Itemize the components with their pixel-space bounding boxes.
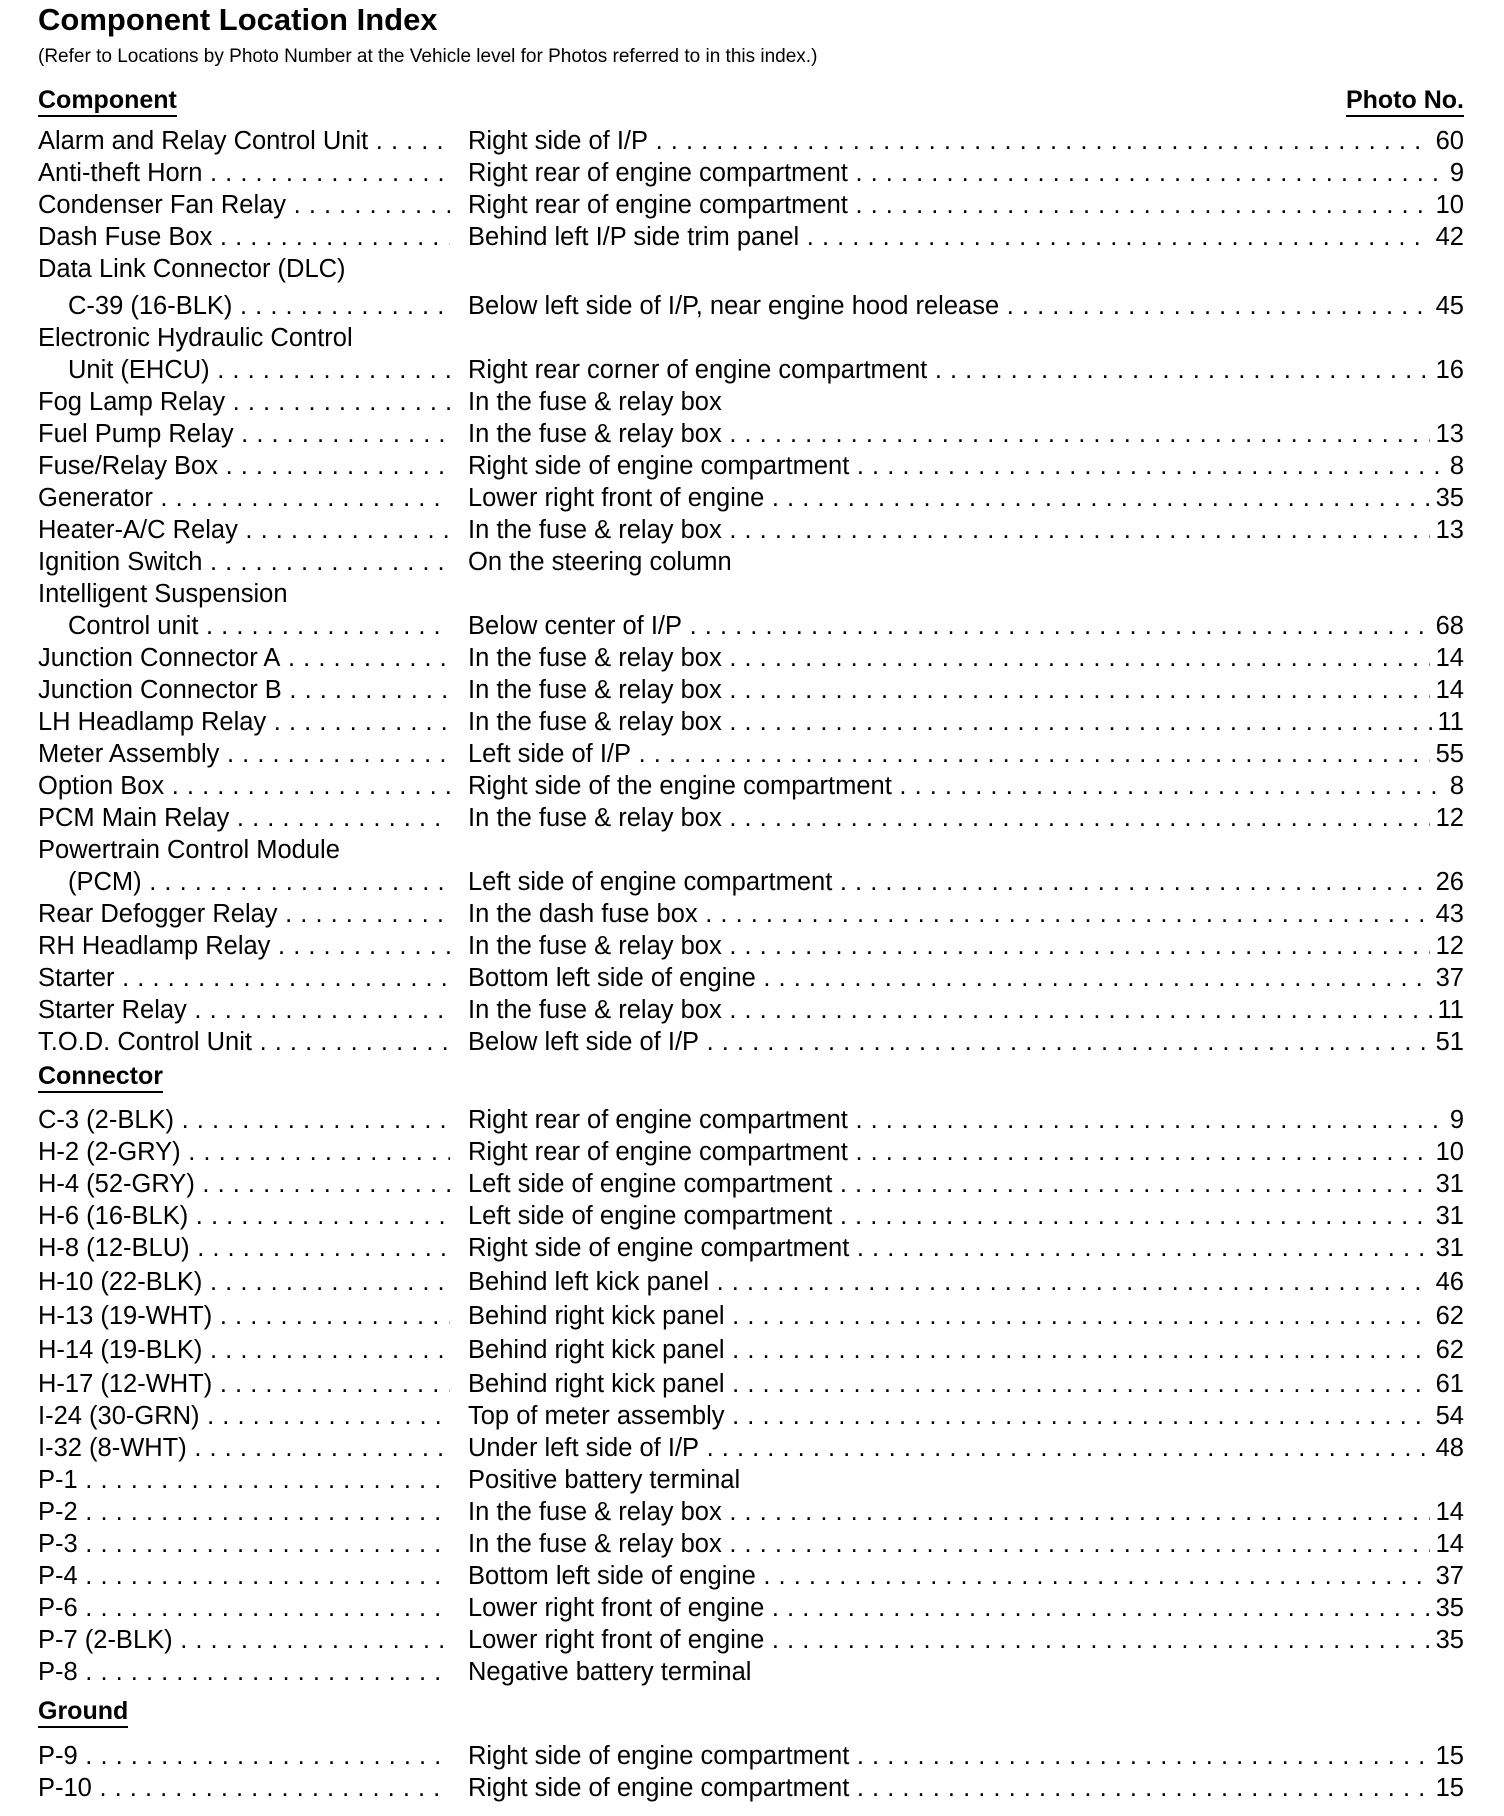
table-row [38, 1104, 1464, 1136]
photo-number: 55 [1430, 738, 1464, 770]
location-text: Under left side of I/P . . . [468, 1432, 1464, 1464]
location-text: Right rear of engine compartment . . . [468, 1136, 1464, 1168]
photo-number: 13 [1430, 418, 1464, 450]
location-text: In the fuse & relay box . . . [468, 994, 1464, 1026]
component-name: (PCM) . . . [38, 866, 450, 898]
table-row [38, 994, 1464, 1026]
component-name: Electronic Hydraulic Control [38, 324, 353, 352]
table-row [38, 1560, 1464, 1592]
photo-number: 9 [1444, 157, 1464, 189]
photo-number: 8 [1444, 770, 1464, 802]
location-text: In the fuse & relay box . . . [468, 674, 1464, 706]
location-text: Positive battery terminal [468, 1466, 741, 1494]
photo-number: 14 [1430, 1528, 1464, 1560]
location-text: Behind right kick panel . . . [468, 1368, 1464, 1400]
table-row [38, 1334, 1464, 1366]
component-name: P-9 . . . [38, 1740, 450, 1772]
table-row [38, 125, 1464, 157]
ground-heading: Ground [38, 1697, 128, 1728]
component-name: H-4 (52-GRY) . . . [38, 1168, 450, 1200]
location-text: On the steering column [468, 548, 732, 576]
photo-number: 10 [1430, 1136, 1464, 1168]
photo-number: 14 [1430, 642, 1464, 674]
photo-number: 16 [1430, 354, 1464, 386]
location-text: In the fuse & relay box . . . [468, 642, 1464, 674]
table-row [38, 1300, 1464, 1332]
photo-number: 10 [1430, 189, 1464, 221]
photo-number: 15 [1430, 1740, 1464, 1772]
table-row [38, 1656, 1464, 1688]
location-text: Behind right kick panel . . . [468, 1334, 1464, 1366]
component-name: Fog Lamp Relay . . . [38, 386, 450, 418]
photo-number: 35 [1430, 482, 1464, 514]
component-name: H-8 (12-BLU) . . . [38, 1232, 450, 1264]
location-text: In the fuse & relay box . . . [468, 802, 1464, 834]
component-name: Data Link Connector (DLC) [38, 255, 346, 283]
component-name: P-3 . . . [38, 1528, 450, 1560]
table-row [38, 157, 1464, 189]
table-row [38, 1740, 1464, 1772]
table-row [38, 834, 1464, 866]
component-name: P-2 . . . [38, 1496, 450, 1528]
table-row [38, 802, 1464, 834]
photo-number: 9 [1444, 1104, 1464, 1136]
table-row [38, 674, 1464, 706]
component-name: Dash Fuse Box . . . [38, 221, 450, 253]
location-text: Negative battery terminal [468, 1658, 752, 1686]
table-row [38, 706, 1464, 738]
photo-number: 26 [1430, 866, 1464, 898]
location-text: Lower right front of engine . . . [468, 1624, 1464, 1656]
table-row [38, 962, 1464, 994]
table-row [38, 1200, 1464, 1232]
connector-heading: Connector [38, 1062, 163, 1093]
location-text: Behind left I/P side trim panel . . . [468, 221, 1464, 253]
table-row [38, 642, 1464, 674]
photo-number: 14 [1430, 1496, 1464, 1528]
component-name: Option Box . . . [38, 770, 450, 802]
photo-number: 12 [1430, 930, 1464, 962]
photo-number: 61 [1430, 1368, 1464, 1400]
location-text: In the fuse & relay box [468, 388, 722, 416]
component-name: Meter Assembly . . . [38, 738, 450, 770]
photo-number: 68 [1430, 610, 1464, 642]
photo-number: 31 [1430, 1200, 1464, 1232]
component-name: I-32 (8-WHT) . . . [38, 1432, 450, 1464]
table-row [38, 898, 1464, 930]
table-row [38, 738, 1464, 770]
component-heading: Component [38, 86, 177, 117]
location-text: Lower right front of engine . . . [468, 482, 1464, 514]
table-row [38, 514, 1464, 546]
component-name: Junction Connector A . . . [38, 642, 450, 674]
component-name: Unit (EHCU) . . . [38, 354, 450, 386]
photo-number: 11 [1432, 706, 1464, 738]
table-row [38, 930, 1464, 962]
table-row [38, 546, 1464, 578]
photo-number: 37 [1430, 1560, 1464, 1592]
page-subtitle: (Refer to Locations by Photo Number at the Vehicle level for Photos referred to in this index.) [38, 46, 818, 67]
table-row [38, 1496, 1464, 1528]
photo-number: 31 [1430, 1168, 1464, 1200]
table-row [38, 1168, 1464, 1200]
location-text: Right side of engine compartment . . . [468, 450, 1464, 482]
component-name: Ignition Switch . . . [38, 546, 450, 578]
table-row [38, 1400, 1464, 1432]
photo-no-heading: Photo No. [1346, 86, 1464, 117]
table-row [38, 866, 1464, 898]
component-name: Fuel Pump Relay . . . [38, 418, 450, 450]
photo-number: 43 [1430, 898, 1464, 930]
photo-number: 35 [1430, 1624, 1464, 1656]
component-name: H-14 (19-BLK) . . . [38, 1334, 450, 1366]
location-text: Right rear of engine compartment . . . [468, 1104, 1464, 1136]
location-text: Top of meter assembly . . . [468, 1400, 1464, 1432]
location-text: Right side of engine compartment . . . [468, 1772, 1464, 1804]
photo-number: 42 [1430, 221, 1464, 253]
component-name: Heater-A/C Relay . . . [38, 514, 450, 546]
table-row [38, 386, 1464, 418]
location-text: In the dash fuse box . . . [468, 898, 1464, 930]
component-name: Powertrain Control Module [38, 836, 340, 864]
component-name: LH Headlamp Relay . . . [38, 706, 450, 738]
component-name: Control unit . . . [38, 610, 450, 642]
table-row [38, 482, 1464, 514]
table-row [38, 322, 1464, 354]
location-text: Below left side of I/P, near engine hood release . . . [468, 290, 1464, 322]
photo-number: 12 [1430, 802, 1464, 834]
table-row [38, 1232, 1464, 1264]
location-text: Left side of engine compartment . . . [468, 1168, 1464, 1200]
location-text: In the fuse & relay box . . . [468, 1496, 1464, 1528]
photo-number: 35 [1430, 1592, 1464, 1624]
component-name: P-10 . . . [38, 1772, 450, 1804]
photo-number: 31 [1430, 1232, 1464, 1264]
location-text: Right rear of engine compartment . . . [468, 189, 1464, 221]
photo-number: 14 [1430, 674, 1464, 706]
location-text: Right side of the engine compartment . . . [468, 770, 1464, 802]
component-name: Starter Relay . . . [38, 994, 450, 1026]
component-name: Anti-theft Horn . . . [38, 157, 450, 189]
table-row [38, 418, 1464, 450]
photo-number: 51 [1430, 1026, 1464, 1058]
location-text: In the fuse & relay box . . . [468, 514, 1464, 546]
location-text: Left side of engine compartment . . . [468, 866, 1464, 898]
photo-number: 45 [1430, 290, 1464, 322]
component-name: P-4 . . . [38, 1560, 450, 1592]
table-row [38, 1026, 1464, 1058]
photo-number: 54 [1430, 1400, 1464, 1432]
component-name: P-1 . . . [38, 1464, 450, 1496]
table-row [38, 610, 1464, 642]
table-row [38, 770, 1464, 802]
component-name: Fuse/Relay Box . . . [38, 450, 450, 482]
location-text: Right side of I/P . . . [468, 125, 1464, 157]
component-name: I-24 (30-GRN) . . . [38, 1400, 450, 1432]
location-text: Right rear of engine compartment . . . [468, 157, 1464, 189]
location-text: Behind left kick panel . . . [468, 1266, 1464, 1298]
table-row [38, 450, 1464, 482]
component-name: Condenser Fan Relay . . . [38, 189, 450, 221]
component-name: T.O.D. Control Unit . . . [38, 1026, 450, 1058]
component-name: Rear Defogger Relay . . . [38, 898, 450, 930]
location-text: Behind right kick panel . . . [468, 1300, 1464, 1332]
component-name: C-39 (16-BLK) . . . [38, 290, 450, 322]
connector-section-header [38, 1062, 1464, 1096]
location-text: Lower right front of engine . . . [468, 1592, 1464, 1624]
location-text: Below center of I/P . . . [468, 610, 1464, 642]
location-text: Bottom left side of engine . . . [468, 962, 1464, 994]
page-title: Component Location Index [38, 2, 438, 37]
table-row [38, 1266, 1464, 1298]
component-name: P-8 . . . [38, 1656, 450, 1688]
photo-number: 62 [1430, 1334, 1464, 1366]
photo-number: 48 [1430, 1432, 1464, 1464]
component-name: Starter . . . [38, 962, 450, 994]
component-name: H-6 (16-BLK) . . . [38, 1200, 450, 1232]
table-row [38, 290, 1464, 322]
photo-number: 46 [1430, 1266, 1464, 1298]
component-name: H-13 (19-WHT) . . . [38, 1300, 450, 1332]
table-row [38, 189, 1464, 221]
table-row [38, 1624, 1464, 1656]
component-name: P-6 . . . [38, 1592, 450, 1624]
location-text: In the fuse & relay box . . . [468, 930, 1464, 962]
table-row [38, 1592, 1464, 1624]
location-text: Right rear corner of engine compartment . . . [468, 354, 1464, 386]
table-row [38, 221, 1464, 253]
location-text: In the fuse & relay box . . . [468, 1528, 1464, 1560]
component-name: Intelligent Suspension [38, 580, 288, 608]
component-name: RH Headlamp Relay . . . [38, 930, 450, 962]
table-row [38, 354, 1464, 386]
location-text: Bottom left side of engine . . . [468, 1560, 1464, 1592]
photo-number: 13 [1430, 514, 1464, 546]
table-row [38, 578, 1464, 610]
component-name: P-7 (2-BLK) . . . [38, 1624, 450, 1656]
photo-number: 11 [1432, 994, 1464, 1026]
location-text: Left side of I/P . . . [468, 738, 1464, 770]
component-name: H-2 (2-GRY) . . . [38, 1136, 450, 1168]
location-text: Right side of engine compartment . . . [468, 1232, 1464, 1264]
photo-number: 15 [1430, 1772, 1464, 1804]
component-name: Generator . . . [38, 482, 450, 514]
component-section-header [38, 86, 1464, 120]
location-text: Below left side of I/P . . . [468, 1026, 1464, 1058]
table-row [38, 1528, 1464, 1560]
component-name: Alarm and Relay Control Unit . . . [38, 125, 450, 157]
table-row [38, 1432, 1464, 1464]
component-name: H-10 (22-BLK) . . . [38, 1266, 450, 1298]
table-row [38, 1368, 1464, 1400]
photo-number: 8 [1444, 450, 1464, 482]
component-name: C-3 (2-BLK) . . . [38, 1104, 450, 1136]
component-name: PCM Main Relay . . . [38, 802, 450, 834]
table-row [38, 1464, 1464, 1496]
location-text: In the fuse & relay box . . . [468, 418, 1464, 450]
component-name: Junction Connector B . . . [38, 674, 450, 706]
table-row [38, 1136, 1464, 1168]
location-text: In the fuse & relay box . . . [468, 706, 1464, 738]
location-text: Right side of engine compartment . . . [468, 1740, 1464, 1772]
ground-section-header [38, 1697, 1464, 1731]
table-row [38, 253, 1464, 285]
table-row [38, 1772, 1464, 1804]
component-name: H-17 (12-WHT) . . . [38, 1368, 450, 1400]
location-text: Left side of engine compartment . . . [468, 1200, 1464, 1232]
photo-number: 37 [1430, 962, 1464, 994]
photo-number: 60 [1430, 125, 1464, 157]
photo-number: 62 [1430, 1300, 1464, 1332]
